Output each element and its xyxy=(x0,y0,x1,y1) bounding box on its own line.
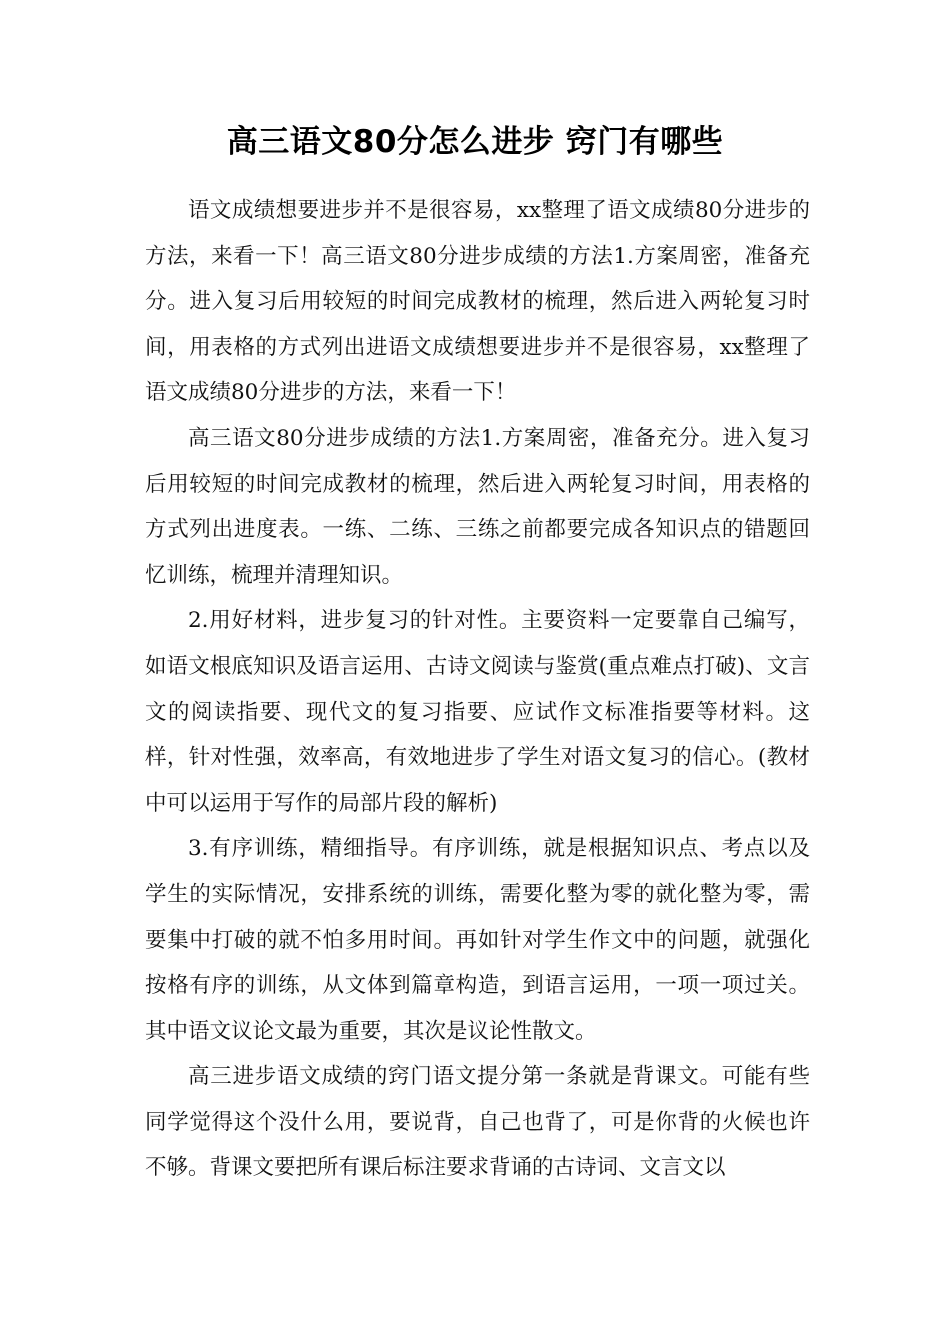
document-body xyxy=(145,188,810,1191)
paragraph-method-2: 2.用好材料，进步复习的针对性。主要资料一定要靠自己编写，如语文根底知识及语言运用、古诗文阅读与鉴赏(重点难点打破)、文言文的阅读指要、现代文的复习指要、应试作文标准指要等材料。这样，针对性强，效率高，有效地进步了学生对语文复习的信心。(教材中可以运用于写作的局部片段的解析) xyxy=(145,608,810,816)
paragraph-intro: 语文成绩想要进步并不是很容易，xx整理了语文成绩80分进步的方法，来看一下！高三语文80分进步成绩的方法1.方案周密，准备充分。进入复习后用较短的时间完成教材的梳理，然后进入两轮复习时间，用表格的方式列出进语文成绩想要进步并不是很容易，xx整理了语文成绩80分进步的方法，来看一下！ xyxy=(145,198,810,406)
document-title: 高三语文80分怎么进步 窍门有哪些 xyxy=(226,124,724,160)
paragraph-method-1: 高三语文80分进步成绩的方法1.方案周密，准备充分。进入复习后用较短的时间完成教材的梳理，然后进入两轮复习时间，用表格的方式列出进度表。一练、二练、三练之前都要完成各知识点的错题回忆训练，梳理并清理知识。 xyxy=(145,425,810,588)
paragraph-method-3: 3.有序训练，精细指导。有序训练，就是根据知识点、考点以及学生的实际情况，安排系统的训练，需要化整为零的就化整为零，需要集中打破的就不怕多用时间。再如针对学生作文中的问题，就强化按格有序的训练，从文体到篇章构造，到语言运用，一项一项过关。其中语文议论文最为重要，其次是议论性散文。 xyxy=(145,836,810,1044)
paragraph-tips: 高三进步语文成绩的窍门语文提分第一条就是背课文。可能有些同学觉得这个没什么用，要说背，自己也背了，可是你背的火候也许不够。背课文要把所有课后标注要求背诵的古诗词、文言文以 xyxy=(145,1064,810,1181)
